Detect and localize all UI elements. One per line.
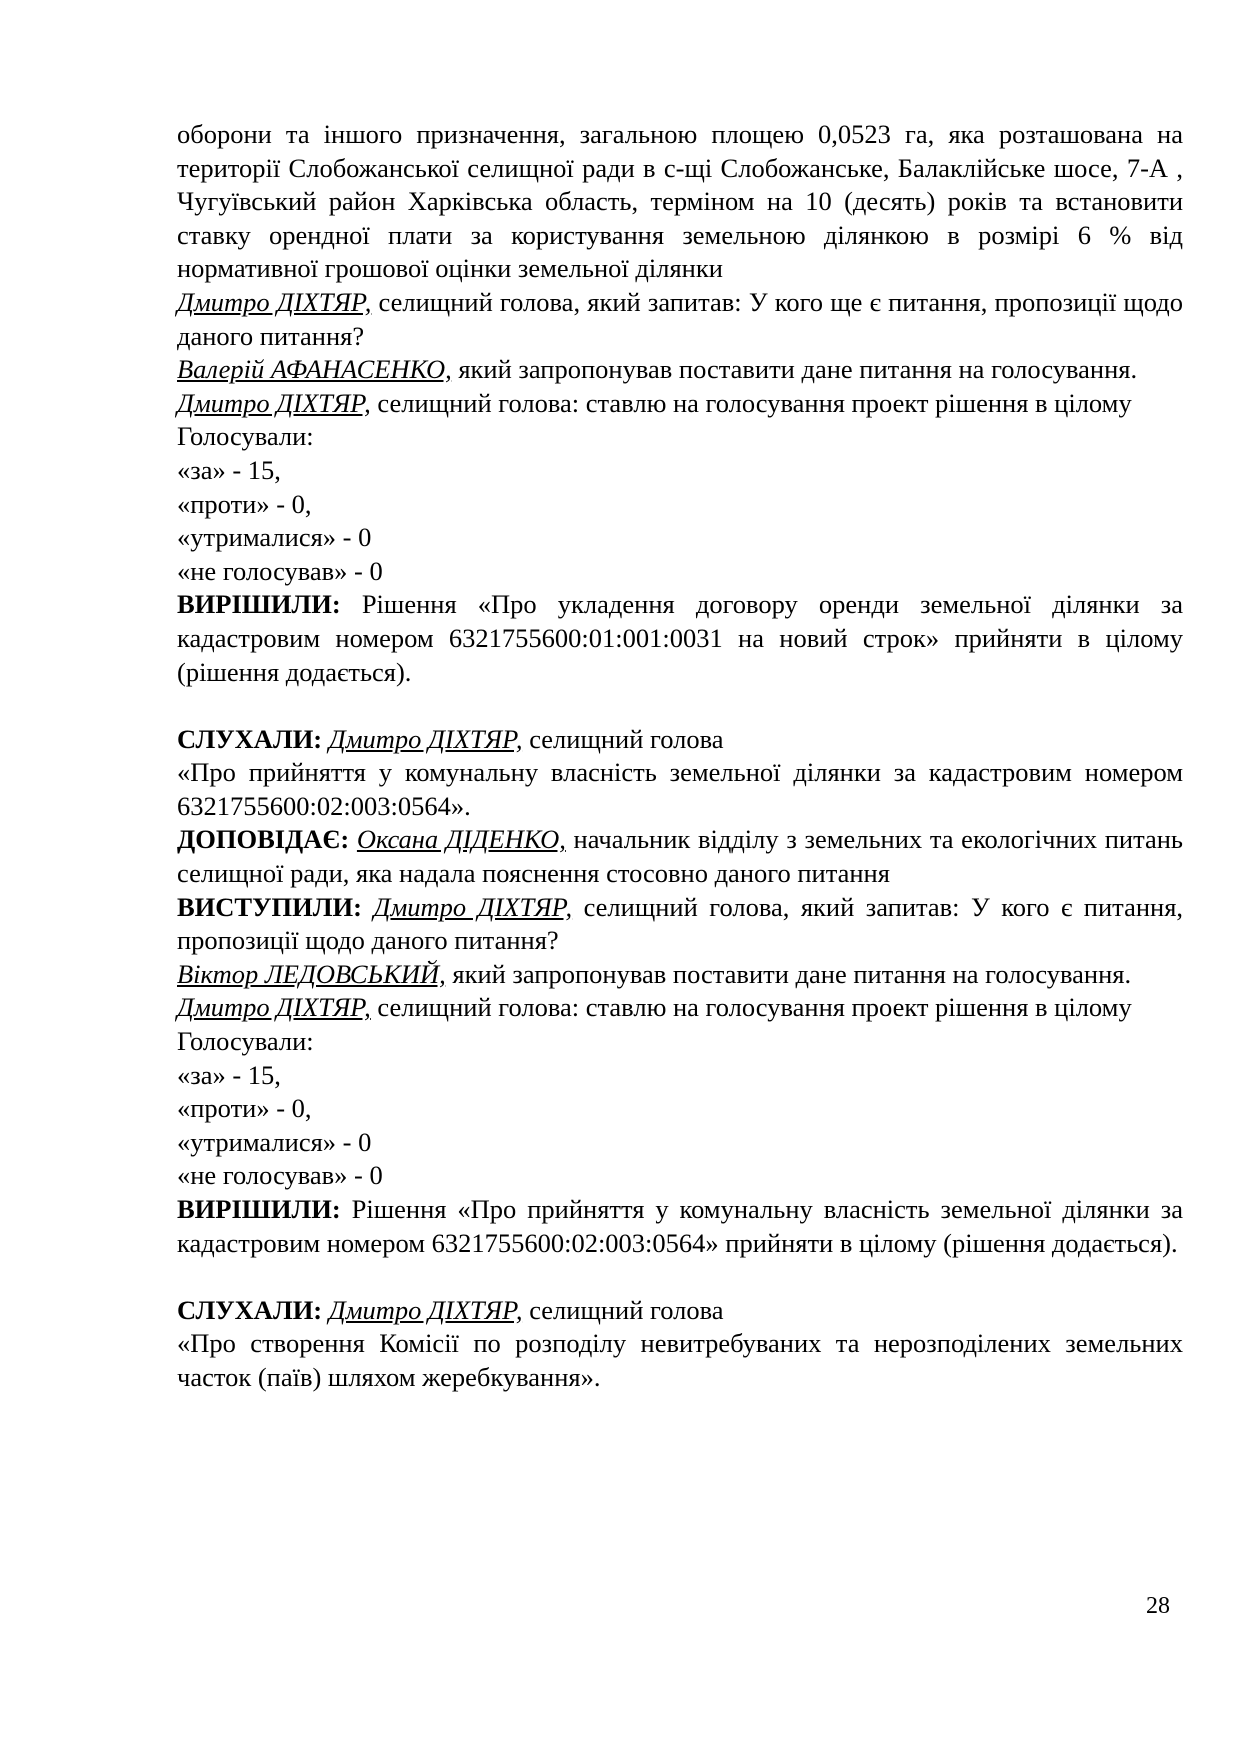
vote-none: «не голосував» - 0 [177, 1160, 383, 1191]
speaker-name: Віктор ЛЕДОВСЬКИЙ, [177, 958, 446, 989]
report: ДОПОВІДАЄ: Оксана ДІДЕНКО, начальник відділу з земельних та екологічних питань селищної ради, яка надала пояснення стосовно даного питання [177, 824, 1184, 889]
vote-header: Голосували: [177, 1026, 314, 1057]
spoke-label: ВИСТУПИЛИ: [177, 891, 362, 922]
speaker-vote-call: Дмитро ДІХТЯР, селищний голова: ставлю на голосування проект рішення в цілому [177, 992, 1132, 1023]
speaker-question: Дмитро ДІХТЯР, селищний голова, який запитав: У кого ще є питання, пропозиції щодо даного питання? [177, 286, 1184, 351]
vote-against: «проти» - 0, [177, 1093, 312, 1124]
heard-line: СЛУХАЛИ: Дмитро ДІХТЯР, селищний голова [177, 1294, 724, 1325]
decision-label: ВИРІШИЛИ: [177, 1194, 341, 1224]
decision: ВИРІШИЛИ: Рішення «Про прийняття у комунальну власність земельної ділянки за кадастровим номером 6321755600:02:003:0564» прийняти в цілому (рішення додається). [177, 1194, 1183, 1258]
speaker-name: Дмитро ДІХТЯР, [177, 992, 371, 1023]
vote-header: Голосували: [177, 421, 314, 452]
vote-for: «за» - 15, [177, 454, 281, 485]
vote-abstain: «утрималися» - 0 [177, 522, 372, 553]
heard-line: СЛУХАЛИ: Дмитро ДІХТЯР, селищний голова [177, 723, 724, 754]
speaker-name: Дмитро ДІХТЯР, [177, 387, 371, 418]
vote-for: «за» - 15, [177, 1059, 281, 1090]
speaker-name: Дмитро ДІХТЯР, [328, 723, 523, 754]
vote-none: «не голосував» - 0 [177, 555, 383, 586]
speaker-proposal: Віктор ЛЕДОВСЬКИЙ, який запропонував поставити дане питання на голосування. [177, 958, 1132, 989]
speaker-proposal: Валерій АФАНАСЕНКО, який запропонував поставити дане питання на голосування. [177, 354, 1138, 385]
speaker-name: Валерій АФАНАСЕНКО, [177, 354, 452, 385]
decision-label: ВИРІШИЛИ: [177, 589, 341, 620]
speaker-name: Дмитро ДІХТЯР, [328, 1294, 523, 1325]
vote-against: «проти» - 0, [177, 488, 312, 519]
decision: ВИРІШИЛИ: Рішення «Про укладення договору оренди земельної ділянки за кадастровим номером 6321755600:01:001:0031 на новий строк» прийняти в цілому (рішення додається). [177, 589, 1183, 687]
speaker-name: Дмитро ДІХТЯР, [177, 286, 372, 317]
page-number: 28 [1146, 1593, 1170, 1619]
spoke: ВИСТУПИЛИ: Дмитро ДІХТЯР, селищний голова, який запитав: У кого є питання, пропозиції щодо даного питання? [177, 891, 1184, 956]
heard-label: СЛУХАЛИ: [177, 723, 323, 754]
agenda-topic: «Про прийняття у комунальну власність земельної ділянки за кадастровим номером 6321755600:02:003:0564». [177, 757, 1183, 821]
speaker-name: Оксана ДІДЕНКО, [356, 824, 566, 855]
intro-paragraph: оборони та іншого призначення, загальною площею 0,0523 га, яка розташована на території Слобожанської селищної ради в с-щі Слобожанське, Балаклійське шосе, 7-А , Чугуївський район Харківська область, терміном на 10 (десять) років та встановити ставку орендної плати за користування земельною ділянкою в розмірі 6 % від нормативної грошової оцінки земельної ділянки [177, 119, 1183, 284]
agenda-topic: «Про створення Комісії по розподілу невитребуваних та нерозподілених земельних часток (паїв) шляхом жеребкування». [177, 1328, 1183, 1392]
report-label: ДОПОВІДАЄ: [177, 824, 350, 855]
vote-abstain: «утрималися» - 0 [177, 1126, 372, 1157]
speaker-vote-call: Дмитро ДІХТЯР, селищний голова: ставлю на голосування проект рішення в цілому [177, 387, 1132, 418]
heard-label: СЛУХАЛИ: [177, 1294, 323, 1325]
document-page [177, 118, 1183, 1395]
speaker-name: Дмитро ДІХТЯР, [373, 891, 573, 922]
